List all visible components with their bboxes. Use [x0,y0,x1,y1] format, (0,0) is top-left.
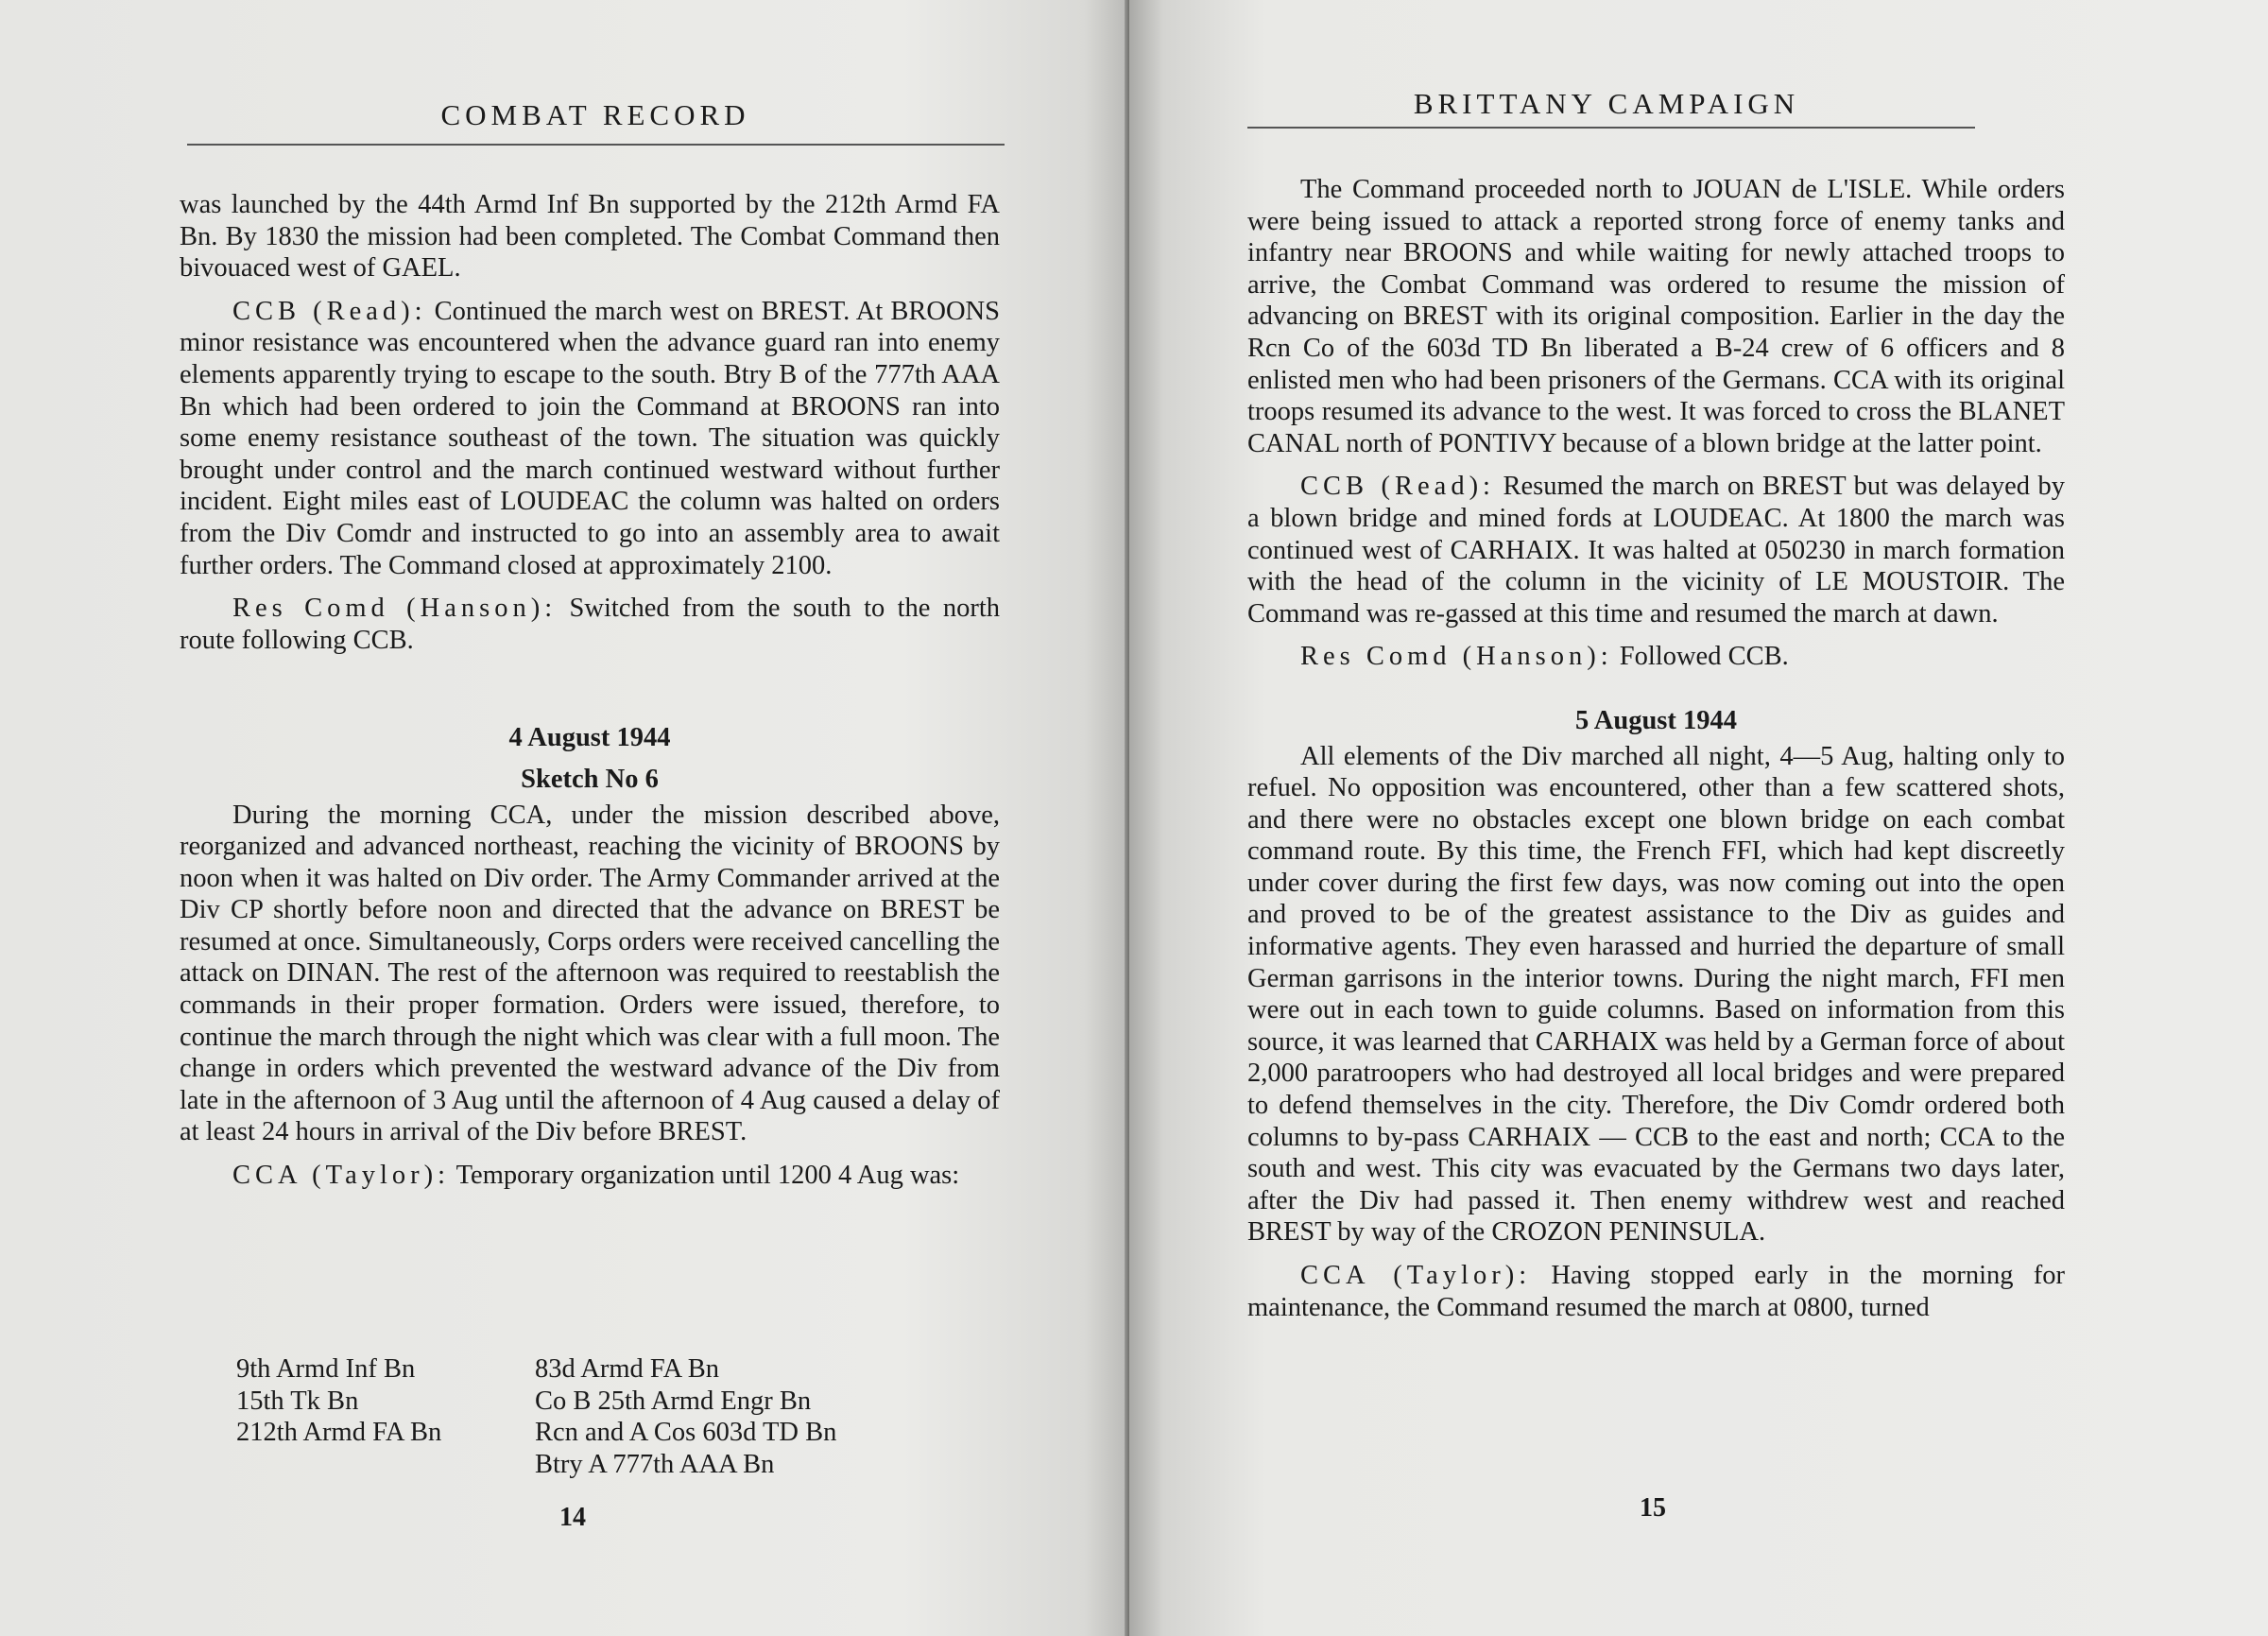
unit-lead: Res Comd (Hanson): [232,594,558,624]
unit-lead: CCA (Taylor): [1300,1261,1532,1290]
list-item: 9th Armd Inf Bn [236,1354,416,1384]
paragraph-body: Having stopped early in the morning for maintenance, the Command resumed the march at 0800, turned [1247,1261,2066,1322]
sketch-heading: Sketch No 6 [521,764,659,794]
left-text-column [180,189,1000,1203]
paragraph-body: Resumed the march on BREST but was delayed by a blown bridge and mined fords at LOUDEAC. At 1800 the march was continued west of CARHAIX. It was halted at 050230 in march formation with the head of the column in the vicinity of LE MOUSTOIR. The Command was re-gassed at this time and resumed the march at dawn. [1247,472,2065,629]
page-number-left: 14 [559,1503,586,1532]
unit-list [236,1353,954,1486]
paragraph [1247,641,2065,673]
left-page [0,0,1129,1636]
unit-list-left [236,1353,441,1449]
list-item: Rcn and A Cos 603d TD Bn [535,1418,837,1448]
unit-list-right [535,1353,836,1480]
running-head-left: COMBAT RECORD [440,98,750,131]
paragraph: was launched by the 44th Armd Inf Bn supported by the 212th Armd FA Bn. By 1830 the mission had been completed. The Combat Command then bivouaced west of GAEL. [180,190,1000,284]
page-number-right: 15 [1640,1493,1666,1523]
running-head-right: BRITTANY CAMPAIGN [1413,87,1800,120]
paragraph [180,1160,1000,1192]
paragraph-body: Followed CCB. [1612,642,1789,672]
list-item: Btry A 777th AAA Bn [535,1449,775,1479]
unit-lead: CCB (Read): [1300,472,1495,502]
list-item: Co B 25th Armd Engr Bn [535,1386,812,1416]
header-rule-left [187,144,1005,146]
header-rule-right [1247,127,1975,129]
date-heading: 5 August 1944 [1574,705,1738,735]
paragraph [180,593,1000,656]
paragraph-body: Switched from the south to the north route following CCB. [180,594,1000,655]
paragraph [1247,471,2065,629]
paragraph-body: Continued the march west on BREST. At BROONS minor resistance was encountered when the advance guard ran into enemy elements apparently trying to escape to the south. Btry B of the 777th AAA Bn which had been ordered to join the Command at BROONS ran into some enemy resistance southeast of the town. The situation was quickly brought under control and the march continued westward without further incident. Eight miles east of LOUDEAC the column was halted on orders from the Div Comdr and instructed to go into an assembly area to await further orders. The Command closed at approximately 2100. [180,296,1000,580]
paragraph [1247,1260,2065,1323]
right-page [1129,0,2268,1636]
paragraph-body: Temporary organization until 1200 4 Aug was: [450,1161,960,1191]
list-item: 212th Armd FA Bn [236,1418,442,1448]
list-item: 15th Tk Bn [236,1386,359,1416]
unit-lead: Res Comd (Hanson): [1300,642,1613,672]
unit-lead: CCA (Taylor): [232,1161,451,1191]
paragraph: The Command proceeded north to JOUAN de L'ISLE. While orders were being issued to attack a reported strong force of enemy tanks and infantry near BROONS and while waiting for newly attached troops to arrive, the Combat Command was ordered to resume the mission of advancing on BREST with its original composition. Earlier in the day the Rcn Co of the 603d TD Bn liberated a B-24 crew of 6 officers and 8 enlisted men who had been prisoners of the Germans. CCA with its original troops resumed its advance to the west. It was forced to cross the BLANET CANAL north of PONTIVY because of a blown bridge at the latter point. [1247,175,2065,458]
unit-lead: CCB (Read): [232,296,427,326]
paragraph: All elements of the Div marched all night, 4—5 Aug, halting only to refuel. No opposition was encountered, other than a few scattered shots, and there were no obstacles except one blown bridge on each combat command route. By this time, the French FFI, which had kept discreetly under cover during the first few days, was now coming out into the open and proved to be of the greatest assistance to the Div as guides and informative agents. They even harassed and hurried the departure of small German garrisons in the interior towns. During the night march, FFI men were out in each town to guide columns. Based on information from this source, it was learned that CARHAIX was held by a German force of about 2,000 paratroopers who had destroyed all local bridges and were prepared to defend themselves in the city. Therefore, the Div Comdr ordered both columns to by-pass CARHAIX — CCB to the east and north; CCA to the south and west. This city was evacuated by the Germans two days later, after the Div had passed it. Then enemy withdrew west and reached BREST by way of the CROZON PENINSULA. [1247,741,2065,1248]
list-item: 83d Armd FA Bn [535,1354,720,1384]
right-text-column [1247,174,2065,1335]
paragraph: During the morning CCA, under the mission described above, reorganized and advanced northeast, reaching the vicinity of BROONS by noon when it was halted on Div order. The Army Commander arrived at the Div CP shortly before noon and directed that the advance on BREST be resumed at once. Simultaneously, Corps orders were received cancelling the attack on DINAN. The rest of the afternoon was required to reestablish the commands in their proper formation. Orders were issued, therefore, to continue the march through the night which was clear with a full moon. The change in orders which prevented the westward advance of the Div from late in the afternoon of 3 Aug until the afternoon of 4 Aug caused a delay of at least 24 hours in arrival of the Div before BREST. [180,800,1000,1147]
paragraph [180,296,1000,581]
date-heading: 4 August 1944 [508,723,671,753]
